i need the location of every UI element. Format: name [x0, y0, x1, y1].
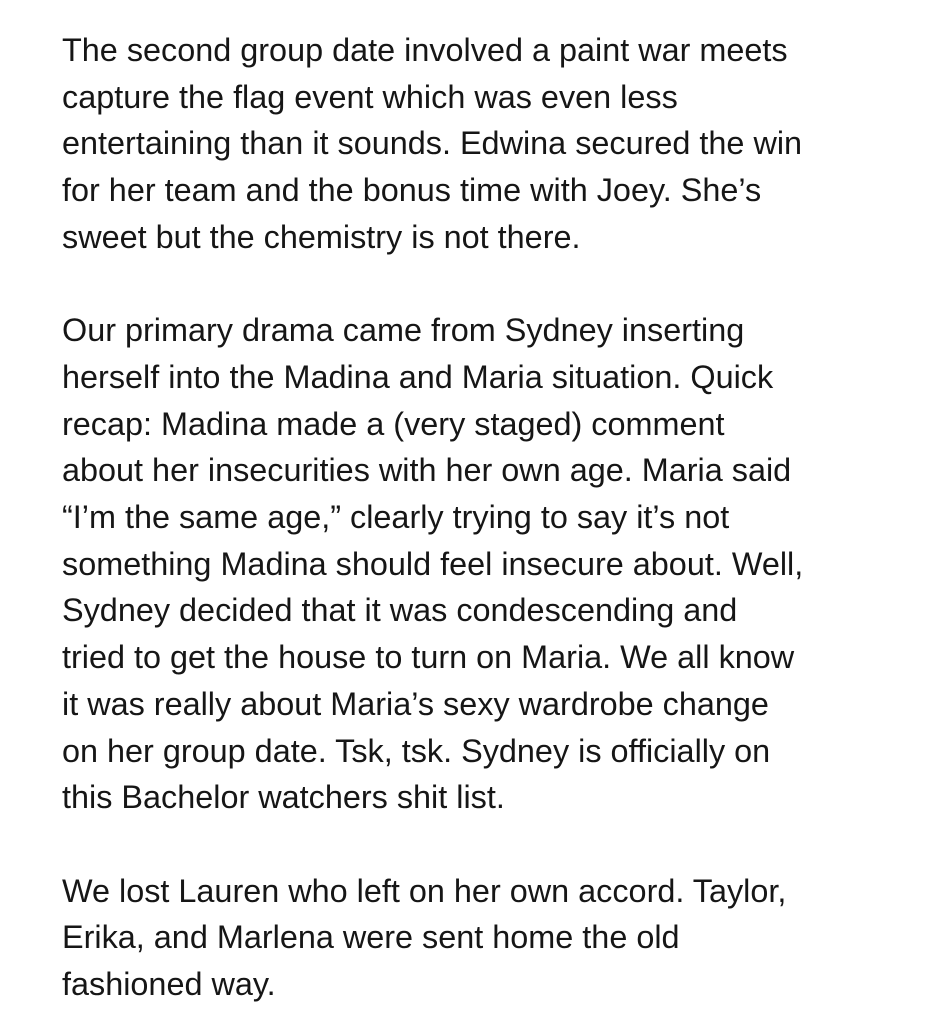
text-line: for her team and the bonus time with Joey. She’s — [62, 172, 762, 209]
text-line: it was really about Maria’s sexy wardrobe change — [62, 685, 769, 722]
text-line: about her insecurities with her own age. Maria said — [62, 452, 792, 489]
text-line: recap: Madina made a (very staged) comment — [62, 405, 725, 442]
text-line: entertaining than it sounds. Edwina secured the win — [62, 125, 803, 162]
text-line: capture the flag event which was even less — [62, 78, 678, 115]
paragraph-eliminations — [62, 868, 912, 1008]
text-line: on her group date. Tsk, tsk. Sydney is officially on — [62, 732, 771, 769]
text-line: herself into the Madina and Maria situation. Quick — [62, 358, 774, 395]
text-line: sweet but the chemistry is not there. — [62, 218, 581, 255]
text-line: something Madina should feel insecure about. Well, — [62, 545, 804, 582]
text-line: tried to get the house to turn on Maria. We all know — [62, 639, 795, 676]
paragraph-group-date — [62, 27, 912, 261]
text-line: Sydney decided that it was condescending and — [62, 592, 738, 629]
text-line: The second group date involved a paint war meets — [62, 32, 788, 68]
text-line: fashioned way. — [62, 966, 276, 1003]
text-line: We lost Lauren who left on her own accord. Taylor, — [62, 872, 787, 909]
text-line: this Bachelor watchers shit list. — [62, 779, 505, 816]
text-line: “I’m the same age,” clearly trying to say it’s not — [62, 499, 730, 536]
text-line: Our primary drama came from Sydney inserting — [62, 312, 745, 349]
text-line: Erika, and Marlena were sent home the old — [62, 919, 680, 956]
paragraph-drama — [62, 307, 912, 821]
